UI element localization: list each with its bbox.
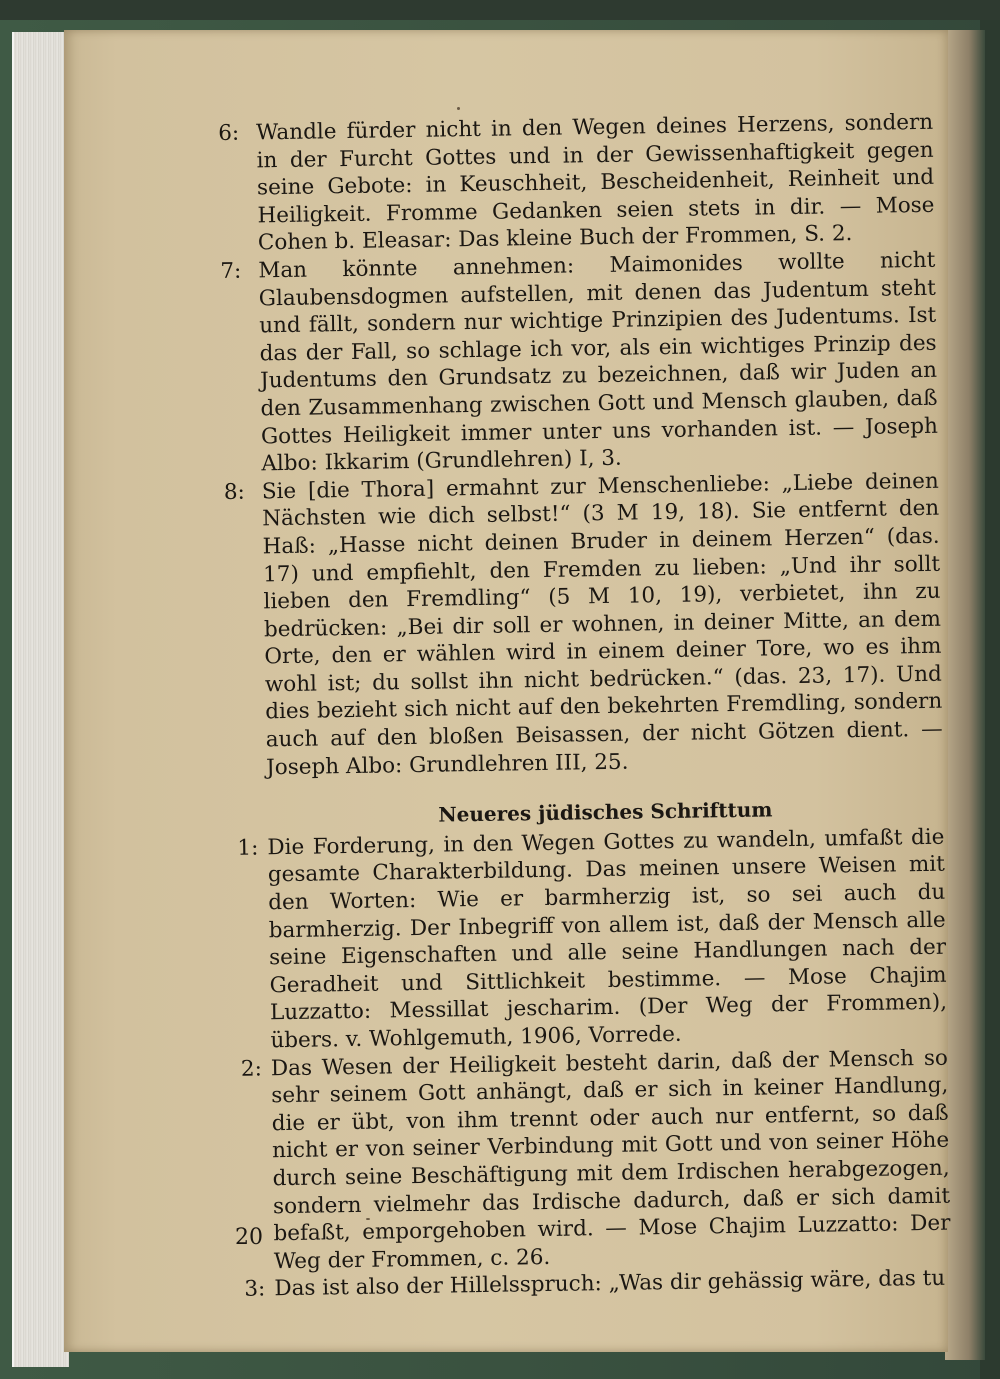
entry-number: 2: — [240, 1056, 263, 1082]
page-text — [218, 109, 952, 1304]
entry-number: 6: — [218, 120, 240, 146]
entry-number: 7: — [220, 258, 242, 284]
entry-text: Wandle fürder nicht in den Wegen deines Herzens, sondern in der Furcht Gottes und in der Gewissenhaftigkeit gegen seine Gebote: in Keuschheit, Bescheidenheit, Reinheit und Heiligkeit. Fromme Gedanken seien stets in dir. — Mose Cohen b. Eleasar: Das kleine Buch der Frommen, S. 2. — [256, 109, 935, 256]
left-page-stack — [12, 32, 69, 1367]
right-page-edge — [945, 30, 985, 1360]
entry-number: 3: — [244, 1276, 266, 1303]
entry-text: Das ist also der Hillelsspruch: „Was dir gehässig wäre, das tu — [274, 1266, 946, 1302]
page-number: 20 — [235, 1225, 263, 1250]
entry-number: 1: — [237, 835, 259, 861]
entry-text: Man könnte annehmen: Maimonides wollte nicht Glaubensdogmen aufstellen, mit denen das Judentum steht und fällt, sondern nur wichtige Prinzipien des Judentums. Ist das der Fall, so schlage ich vor, als ein wichtiges Prinzip des Judentums den Grundsatz zu bezeichnen, daß wir Juden an den Zusammenhang zwischen Gott und Mensch glauben, daß Gottes Heiligkeit immer unter uns vorhanden ist. — Joseph Albo: Ikkarim (Grundlehren) I, 3. — [258, 247, 939, 477]
entry-7 — [220, 247, 938, 479]
entry-new-2 — [233, 1044, 951, 1276]
entry-8 — [224, 467, 944, 782]
entry-6 — [218, 109, 935, 258]
entry-new-1 — [229, 824, 947, 1056]
entry-text: Die Forderung, in den Wegen Gottes zu wandeln, umfaßt die gesamte Charakterbildung. Das meinen unsere Weisen mit den Worten: Wie er barmherzig ist, so sei auch du barmherzig. Der Inbegriff von allem ist, daß der Mensch alle seine Eigenschaften und alle seine Handlungen nach der Geradheit und Sittlichkeit bestimme. — Mose Chajim Luzzatto: Messillat jescharim. (Der Weg der Frommen), übers. v. Wohlgemuth, 1906, Vorrede. — [267, 824, 948, 1054]
entry-text: Das Wesen der Heiligkeit besteht darin, daß der Mensch so sehr seinem Gott anhängt, daß er sich in keiner Handlung, die er übt, von ihm trennt oder auch nur entfernt, so daß nicht er von seiner Verbindung mit Gott und von seiner Höhe durch seine Beschäftigung mit dem Irdischen herabgezogen, sondern vielmehr das Irdische dadurch, daß er sich damit befaßt, emporgehoben wird. — Mose Chajim Luzzatto: Der Weg der Frommen, c. 26. — [270, 1045, 951, 1275]
entry-number: 8: — [223, 479, 245, 505]
section-heading: Neueres jüdisches Schrifttum — [438, 797, 773, 827]
speck — [457, 107, 460, 110]
entry-text: Sie [die Thora] ermahnt zur Menschenliebe: „Liebe deinen Nächsten wie dich selbst!“ (3 M 19, 18). Sie entfernt den Haß: „Hasse nicht deinen Bruder in deinem Herzen“ (das. 17) und empfiehlt, den Fremden zu lieben: „Und ihr sollt lieben den Fremdling“ (5 M 10, 19), verbietet, ihn zu bedrücken: „Bei dir soll er wohnen, in deiner Mitte, an dem Orte, den er wählen wird in einem deiner Tore, wo es ihm wohl ist; du sollst ihn nicht bedrücken.“ (das. 23, 17). Und dies bezieht sich nicht auf den bekehrten Fremdling, sondern auch auf den bloßen Beisassen, der nicht Götzen dient. — Joseph Albo: Grundlehren III, 25. — [261, 468, 943, 780]
